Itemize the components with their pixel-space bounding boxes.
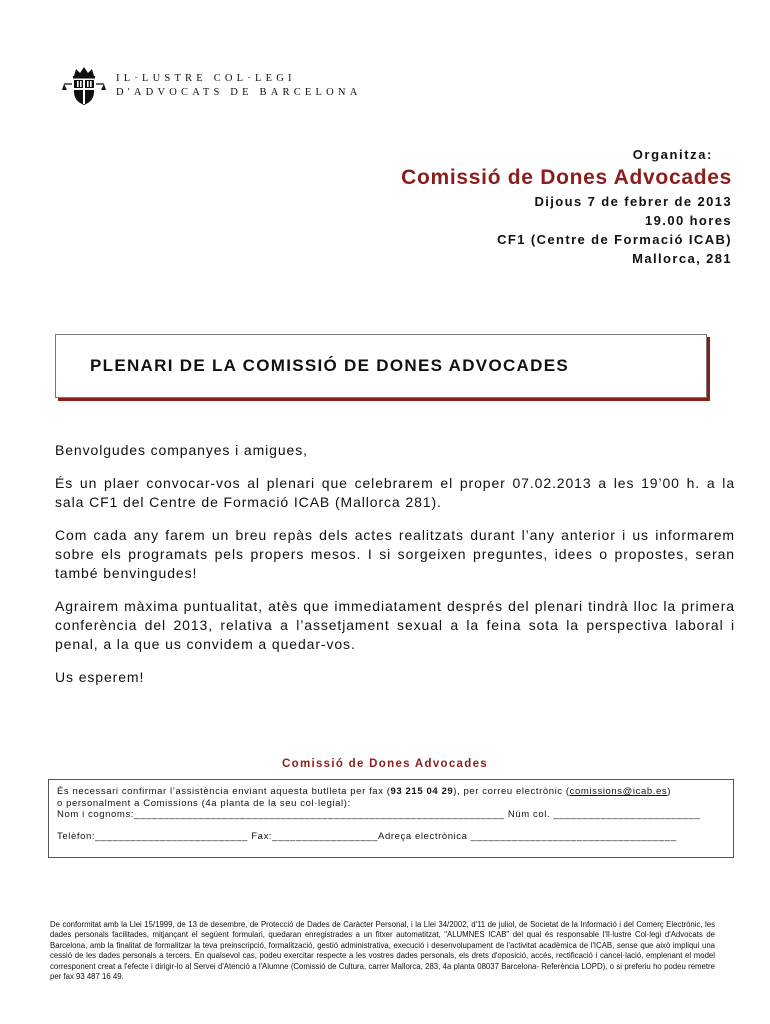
- letter-body: [55, 441, 735, 701]
- document-title: PLENARI DE LA COMISSIÓ DE DONES ADVOCADES: [90, 356, 569, 375]
- event-venue: CF1 (Centre de Formació ICAB): [497, 232, 732, 247]
- event-date: Dijous 7 de febrer de 2013: [534, 194, 732, 209]
- rsvp-form: [48, 779, 734, 858]
- title-box: [55, 334, 707, 398]
- contact-field[interactable]: Telèfon:__________________________ Fax:__________________Adreça electrònica ___________________________________: [57, 830, 677, 842]
- event-time: 19.00 hores: [645, 213, 732, 228]
- icab-logo: [62, 66, 362, 106]
- form-text-a: És necessari confirmar l’assistència enviant aquesta butlleta per fax (: [57, 786, 391, 797]
- paragraph-3: Agrairem màxima puntualitat, atès que immediatament després del plenari tindrà lloc la primera conferència del 2013, relativa a l’assetjament sexual a la feina sota la perspectiva laboral i penal, a la que us convidem a quedar-vos.: [55, 598, 735, 652]
- paragraph-2: Com cada any farem un breu repàs dels actes realitzats durant l’any anterior i us informarem sobre els programats pels propers mesos. I si sorgeixen preguntes, idees o propostes, seran també benvingudes!: [55, 527, 735, 581]
- form-instructions: [57, 786, 725, 798]
- event-info: [497, 192, 732, 268]
- crest-icon: [62, 66, 106, 106]
- form-text-c: ): [667, 786, 671, 797]
- fax-number: 93 215 04 29: [390, 786, 454, 797]
- logo-line-2: D'ADVOCATS DE BARCELONA: [116, 87, 362, 98]
- form-text-b: ), per correu electrònic (: [453, 786, 570, 797]
- event-address: Mallorca, 281: [632, 251, 732, 266]
- logo-line-1: IL·LUSTRE COL·LEGI: [116, 73, 296, 84]
- signature: Comissió de Dones Advocades: [282, 758, 488, 770]
- organizer-name: Comissió de Dones Advocades: [401, 166, 732, 189]
- name-field[interactable]: Nom i cognoms:_______________________________________________________________ Núm col. _________________________: [57, 809, 701, 820]
- email-link[interactable]: comissions@icab.es: [569, 786, 668, 797]
- closing: Us esperem!: [55, 669, 145, 685]
- organizer-label: Organitza:: [632, 147, 713, 162]
- paragraph-1: És un plaer convocar-vos al plenari que celebrarem el proper 07.02.2013 a les 19’00 h. a la sala CF1 del Centre de Formació ICAB (Mallorca 281).: [55, 475, 735, 510]
- form-instructions-2: o personalment a Comissions (4a planta de la seu col·legial):: [57, 797, 351, 809]
- greeting: Benvolgudes companyes i amigues,: [55, 442, 308, 458]
- legal-notice: De conformitat amb la Llei 15/1999, de 13 de desembre, de Protecció de Dades de Caràcter Personal, i la Llei 34/2002, d'11 de juliol, de Societat de la Informació i del Comerç Electrònic, les dades personals facilitades, mitjançant el següent formulari, quedaran enregistrades a un fitxer automatitzat, "ALUMNES ICAB" del qual és responsable l'Il·lustre Col·legi d'Advocats de Barcelona, amb la finalitat de formalitzar la teva preinscripció, formalització, gestió administrativa, execució i desenvolupament de l'activitat acadèmica de l'ICAB, sense que això impliqui una cessió de les dades personals a tercers. En qualsevol cas, podeu exercitar respecte a les vostres dades personals, els drets d'oposició, accés, rectificació i cancel·lació, emplenant el model corresponent creat a l'efecte i dirigir-lo al Servei d'Atenció a l'Alumne (Comissió de Cultura, carrer Mallorca, 283, 4a planta 08037 Barcelona- Referència LOPD), o si preferiu ho podeu remetre per fax 93 487 16 49.: [50, 920, 715, 982]
